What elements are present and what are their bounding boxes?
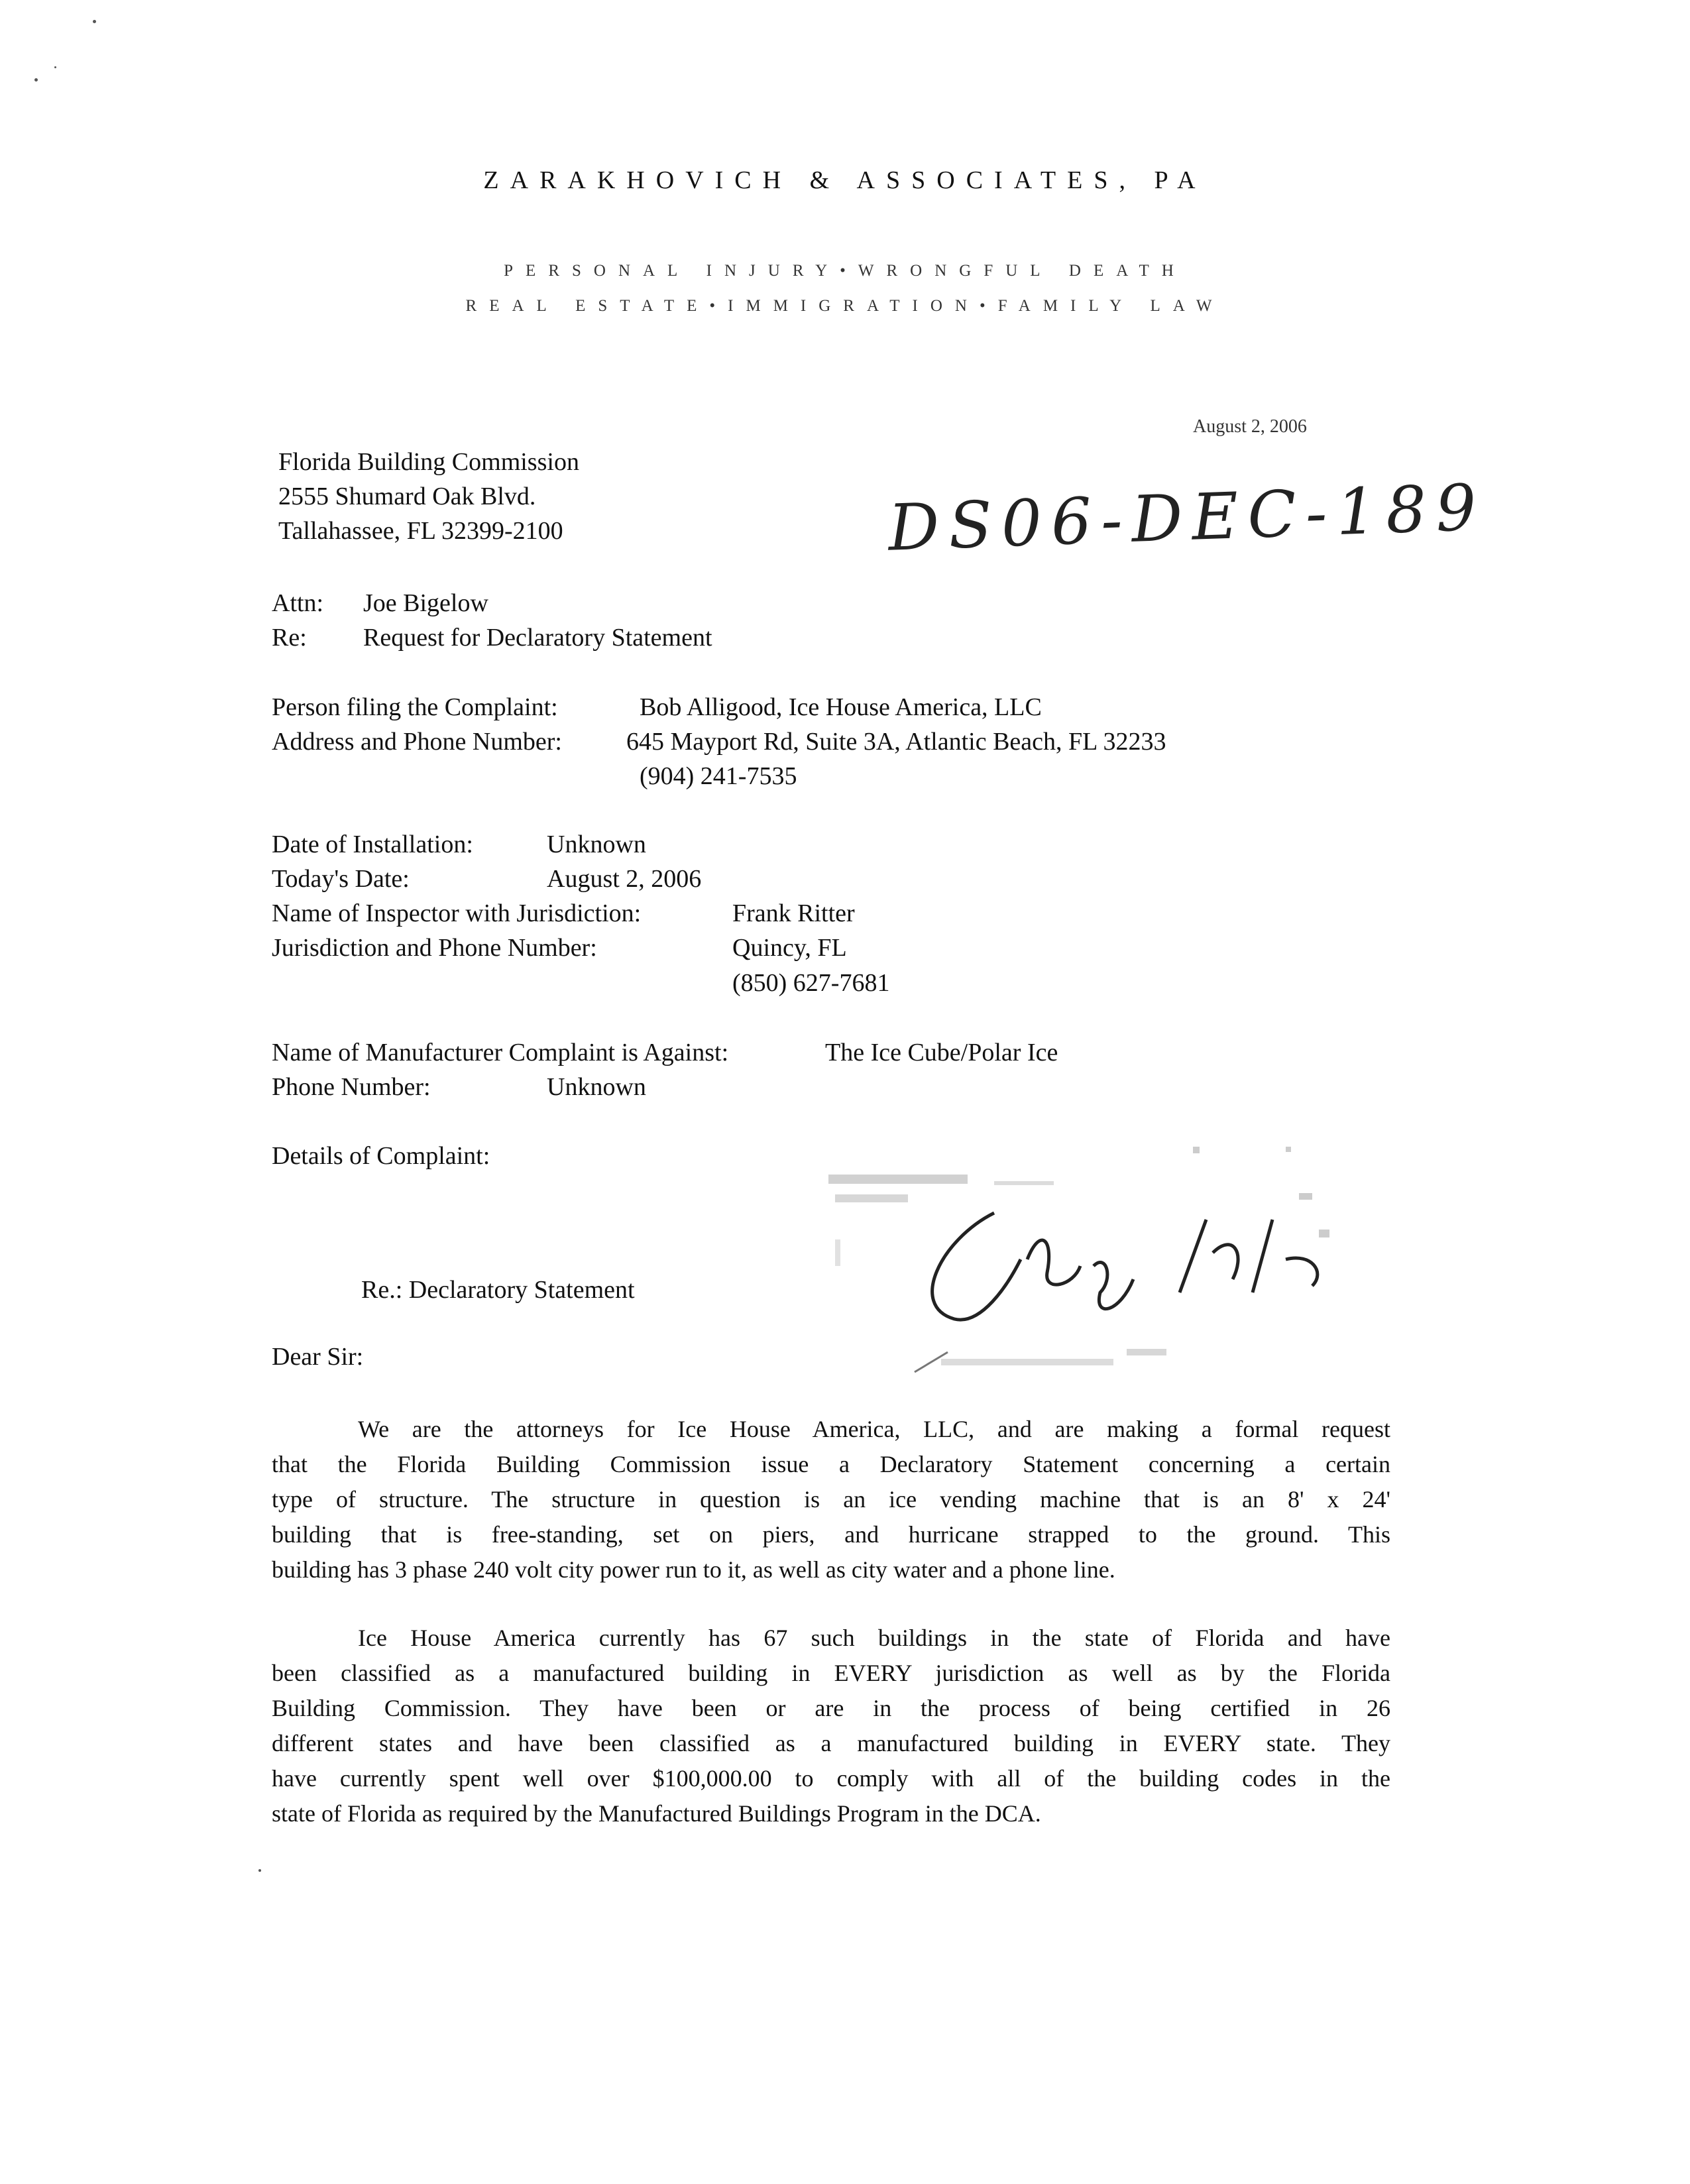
recipient-line-1: Florida Building Commission	[278, 448, 579, 476]
details-label: Details of Complaint:	[272, 1142, 490, 1170]
paragraph-2-line: Building Commission. They have been or are in the process of being certified in 26	[272, 1695, 1390, 1721]
re-value: Request for Declaratory Statement	[363, 624, 712, 652]
scan-speck	[34, 78, 38, 82]
scan-speck	[93, 20, 96, 23]
attn-label: Attn:	[272, 589, 324, 617]
manufacturer-phone-label: Phone Number:	[272, 1073, 431, 1101]
manufacturer-phone-value: Unknown	[547, 1073, 646, 1101]
paragraph-1-line: building that is free-standing, set on piers, and hurricane strapped to the ground. This	[272, 1521, 1390, 1548]
paragraph-1	[272, 1412, 1390, 1587]
jurisdiction-phone: (850) 627-7681	[732, 969, 890, 997]
today-date-value: August 2, 2006	[547, 865, 702, 893]
filing-stamp-marks	[809, 1120, 1405, 1399]
address-value: 645 Mayport Rd, Suite 3A, Atlantic Beach, FL 32233	[626, 728, 1166, 756]
filing-stamp	[809, 1120, 1405, 1399]
manufacturer-label: Name of Manufacturer Complaint is Against:	[272, 1039, 729, 1066]
attn-value: Joe Bigelow	[363, 589, 488, 617]
re-declaratory-statement: Re.: Declaratory Statement	[361, 1276, 635, 1304]
salutation: Dear Sir:	[272, 1343, 364, 1371]
paragraph-2-line: been classified as a manufactured building in EVERY jurisdiction as well as by the Florida	[272, 1660, 1390, 1686]
paragraph-2	[272, 1621, 1390, 1831]
paragraph-2-line: Ice House America currently has 67 such buildings in the state of Florida and have	[358, 1625, 1390, 1651]
date-stroke	[1180, 1220, 1318, 1293]
paragraph-2-line: different states and have been classified as a manufactured building in EVERY state. They	[272, 1730, 1390, 1756]
firm-name: ZARAKHOVICH & ASSOCIATES, PA	[483, 166, 1207, 194]
manufacturer-value: The Ice Cube/Polar Ice	[825, 1039, 1058, 1066]
scan-speck	[54, 66, 56, 68]
practice-areas-line-1: PERSONAL INJURY•WRONGFUL DEATH	[504, 262, 1186, 280]
inspector-label: Name of Inspector with Jurisdiction:	[272, 899, 642, 927]
jurisdiction-value: Quincy, FL	[732, 934, 847, 962]
paragraph-1-line: We are the attorneys for Ice House America, LLC, and are making a formal request	[358, 1416, 1390, 1442]
inspector-value: Frank Ritter	[732, 899, 855, 927]
signature-stroke	[932, 1213, 1133, 1320]
address-label: Address and Phone Number:	[272, 728, 562, 756]
today-date-label: Today's Date:	[272, 865, 410, 893]
paragraph-2-line: have currently spent well over $100,000.00 to comply with all of the building codes in the	[272, 1765, 1390, 1792]
paragraph-1-line: type of structure. The structure in question is an ice vending machine that is an 8' x 24'	[272, 1486, 1390, 1513]
stamp-speckle	[828, 1147, 1329, 1365]
paragraph-1-line: that the Florida Building Commission issue a Declaratory Statement concerning a certain	[272, 1451, 1390, 1477]
paragraph-2-line: state of Florida as required by the Manufactured Buildings Program in the DCA.	[272, 1800, 1041, 1827]
practice-areas-line-2: REAL ESTATE•IMMIGRATION•FAMILY LAW	[465, 297, 1225, 315]
complainant-label: Person filing the Complaint:	[272, 693, 558, 721]
installation-date-value: Unknown	[547, 831, 646, 858]
letter-date: August 2, 2006	[1193, 416, 1307, 437]
handwritten-docket-number: DS06-DEC-189	[887, 470, 1487, 565]
scan-speck	[258, 1869, 261, 1872]
installation-date-label: Date of Installation:	[272, 831, 473, 858]
complainant-value: Bob Alligood, Ice House America, LLC	[640, 693, 1042, 721]
recipient-line-2: 2555 Shumard Oak Blvd.	[278, 483, 536, 510]
paragraph-1-line: building has 3 phase 240 volt city power run to it, as well as city water and a phone line.	[272, 1556, 1115, 1583]
recipient-line-3: Tallahassee, FL 32399-2100	[278, 517, 563, 545]
re-label: Re:	[272, 624, 307, 652]
jurisdiction-label: Jurisdiction and Phone Number:	[272, 934, 597, 962]
complainant-phone: (904) 241-7535	[640, 762, 797, 790]
